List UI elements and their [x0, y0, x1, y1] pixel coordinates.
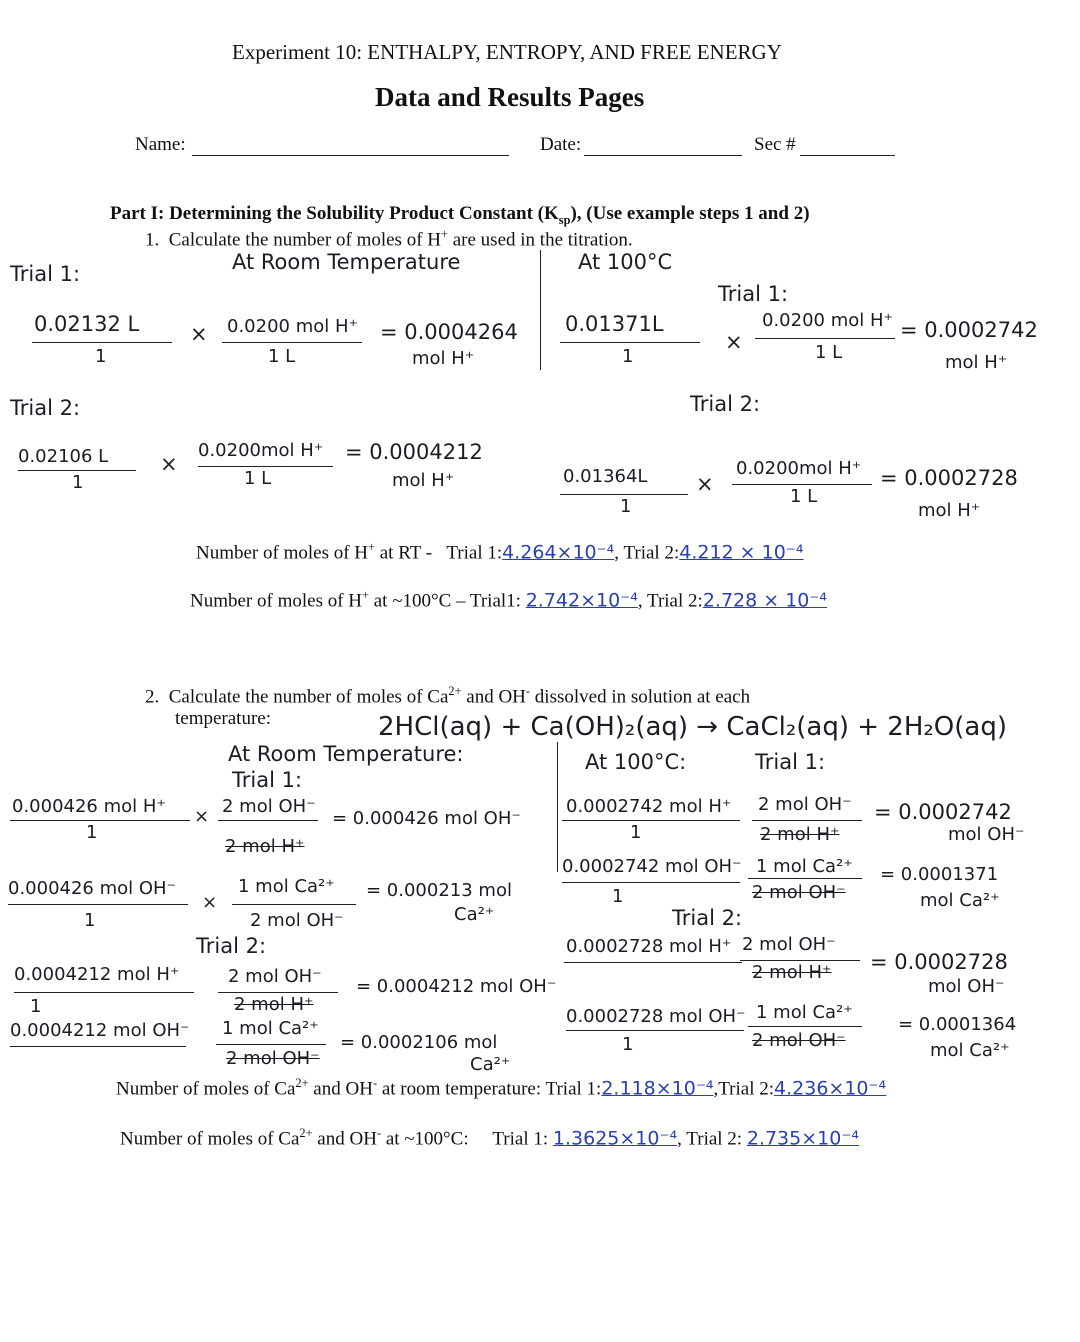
- times-sign: ×: [696, 472, 714, 496]
- rt-t2-moles-h: 0.0004212 mol H⁺: [14, 964, 180, 985]
- denominator: 1: [612, 886, 624, 907]
- hot-t1-oh-result: = 0.0002742: [874, 800, 1012, 824]
- fraction-bar: [10, 1046, 186, 1047]
- h-rt-summary: Number of moles of H+ at RT - Trial 1:4.264×10⁻⁴, Trial 2:4.212 × 10⁻⁴: [196, 540, 804, 564]
- hot-t2-moles-h: 0.0002728 mol H⁺: [566, 936, 732, 957]
- hot-trial2-label: Trial 2:: [690, 392, 761, 416]
- ca-100-summary: Number of moles of $Ca^{2+}$ and OH- at ~100°C: Trial 1: 1.3625×10⁻⁴, Trial 2: 2.735×10⁻⁴: [120, 1126, 859, 1150]
- h-100-trial1-value: 2.742×10⁻⁴: [525, 589, 638, 612]
- t2-result: = 0.0004212: [345, 440, 483, 464]
- hot-t2-ratio-den: 2 mol H⁺: [752, 962, 832, 983]
- h-100-summary: Number of moles of H+ at ~100°C – Trial1: 2.742×10⁻⁴, Trial 2:2.728 × 10⁻⁴: [190, 588, 828, 612]
- hot-t2-oh-result-unit: mol OH⁻: [928, 976, 1005, 997]
- ca-100-trial1-value: 1.3625×10⁻⁴: [552, 1127, 678, 1150]
- column-divider-1: [540, 250, 541, 370]
- t1-volume: 0.02132 L: [34, 312, 140, 336]
- rt-t2-ca-den: 2 mol OH⁻: [226, 1048, 320, 1069]
- h-100-trial2-value: 2.728 × 10⁻⁴: [702, 589, 828, 612]
- denominator: 1: [630, 822, 642, 843]
- ca-rt-trial1-value: 2.118×10⁻⁴: [601, 1077, 714, 1100]
- hot-t1-ca-den: 2 mol OH⁻: [752, 882, 846, 903]
- fraction-bar: [740, 960, 860, 961]
- hot-t1-moles-oh: 0.0002742 mol OH⁻: [562, 856, 742, 877]
- denominator: 1: [86, 822, 98, 843]
- t2-concentration: 0.0200mol H⁺: [198, 440, 324, 461]
- fraction-bar: [10, 820, 190, 821]
- question-1: 1. Calculate the number of moles of H+ are used in the titration.: [145, 227, 633, 251]
- denominator: 1: [622, 346, 634, 367]
- rt-t1-ca-den: 2 mol OH⁻: [250, 910, 344, 931]
- hot-t1-volume: 0.01371L: [565, 312, 664, 336]
- rt-t1-ratio-num: 2 mol OH⁻: [222, 796, 316, 817]
- hot-t1-ca-result: = 0.0001371: [880, 864, 999, 885]
- hot-t2-volume: 0.01364L: [563, 466, 648, 487]
- fraction-bar: [222, 342, 362, 343]
- denominator: 1 L: [244, 468, 272, 489]
- denominator: 1: [30, 996, 42, 1017]
- sec-blank[interactable]: [800, 155, 895, 156]
- fraction-bar: [218, 820, 318, 821]
- hot-t2-ratio-num: 2 mol OH⁻: [742, 934, 836, 955]
- hot-t1-ratio-num: 2 mol OH⁻: [758, 794, 852, 815]
- t2-volume: 0.02106 L: [18, 446, 109, 467]
- trial1-label: Trial 1:: [10, 262, 81, 286]
- t1-result-unit: mol H⁺: [412, 348, 475, 369]
- ca-rt-summary: Number of moles of $Ca^{2+}$ and OH- at room temperature: Trial 1:2.118×10⁻⁴,Trial 2:4.236×10⁻⁴: [116, 1076, 887, 1100]
- rt-t1-ca-result: = 0.000213 mol: [366, 880, 512, 901]
- hot-trial1-label: Trial 1:: [718, 282, 789, 306]
- rt-t2-oh-result: = 0.0004212 mol OH⁻: [356, 976, 557, 997]
- hot-t1-result: = 0.0002742: [900, 318, 1038, 342]
- rt-t1-ca-num: 1 mol Ca²⁺: [238, 876, 335, 897]
- fraction-bar: [14, 992, 194, 993]
- rt-t1-moles-oh: 0.000426 mol OH⁻: [8, 878, 177, 899]
- rt-t2-moles-oh: 0.0004212 mol OH⁻: [10, 1020, 190, 1041]
- hot-t1-concentration: 0.0200 mol H⁺: [762, 310, 894, 331]
- room-temp-label-2: At Room Temperature:: [228, 742, 464, 766]
- times-sign: ×: [725, 330, 743, 354]
- fraction-bar: [752, 820, 862, 821]
- fraction-bar: [755, 338, 895, 339]
- fraction-bar: [18, 470, 136, 471]
- column-divider-2: [557, 742, 558, 872]
- ca-100-trial2-value: 2.735×10⁻⁴: [746, 1127, 859, 1150]
- name-label: Name:: [135, 134, 186, 155]
- denominator: 1: [72, 472, 84, 493]
- times-sign: ×: [194, 806, 210, 827]
- hot-t1-oh-result-unit: mol OH⁻: [948, 824, 1025, 845]
- rt-t2-ratio-den: 2 mol H⁺: [234, 994, 314, 1015]
- reaction-equation: 2HCl(aq) + Ca(OH)₂(aq) → CaCl₂(aq) + 2H₂O(aq): [378, 712, 1007, 742]
- fraction-bar: [218, 992, 338, 993]
- h-rt-trial2-value: 4.212 × 10⁻⁴: [679, 541, 804, 564]
- sec-label: Sec #: [754, 134, 796, 155]
- date-blank[interactable]: [584, 155, 742, 156]
- trial2-label-2: Trial 2:: [196, 934, 267, 958]
- trial1-label-2: Trial 1:: [232, 768, 303, 792]
- fraction-bar: [566, 1030, 744, 1031]
- hot-temp-label: At 100°C: [578, 250, 673, 274]
- page-heading: Data and Results Pages: [375, 82, 645, 112]
- rt-t1-moles-h: 0.000426 mol H⁺: [12, 796, 166, 817]
- hot-t1-moles-h: 0.0002742 mol H⁺: [566, 796, 732, 817]
- ca-rt-trial2-value: 4.236×10⁻⁴: [774, 1077, 887, 1100]
- hot-trial1-label-2: Trial 1:: [755, 750, 826, 774]
- hot-t2-concentration: 0.0200mol H⁺: [736, 458, 862, 479]
- fraction-bar: [8, 904, 188, 905]
- h-rt-trial1-value: 4.264×10⁻⁴: [502, 541, 615, 564]
- part1-title: Part I: Determining the Solubility Product Constant $(K_{sp})$, (Use example steps 1 and 2): [110, 203, 810, 227]
- hot-t2-ca-result: = 0.0001364: [898, 1014, 1017, 1035]
- fraction-bar: [560, 494, 688, 495]
- hot-t1-ca-result-unit: mol Ca²⁺: [920, 890, 1000, 911]
- hot-t1-ratio-den: 2 mol H⁺: [760, 824, 840, 845]
- fraction-bar: [748, 1026, 862, 1027]
- fraction-bar: [562, 882, 740, 883]
- hot-t2-result: = 0.0002728: [880, 466, 1018, 490]
- fraction-bar: [198, 466, 333, 467]
- fraction-bar: [564, 962, 742, 963]
- hot-t1-result-unit: mol H⁺: [945, 352, 1008, 373]
- hot-t2-moles-oh: 0.0002728 mol OH⁻: [566, 1006, 746, 1027]
- denominator: 1 L: [790, 486, 818, 507]
- date-label: Date:: [540, 134, 582, 155]
- fraction-bar: [732, 484, 872, 485]
- denominator: 1: [84, 910, 96, 931]
- question-2: 2. Calculate the number of moles of $Ca^{2+}$ and OH- dissolved in solution at each: [145, 684, 751, 708]
- hot-t2-ca-den: 2 mol OH⁻: [752, 1030, 846, 1051]
- fraction-bar: [560, 342, 700, 343]
- name-blank[interactable]: [192, 155, 509, 156]
- rt-t2-ca-result: = 0.0002106 mol: [340, 1032, 498, 1053]
- room-temp-label: At Room Temperature: [232, 250, 461, 274]
- times-sign: ×: [190, 322, 208, 346]
- fraction-bar: [562, 820, 740, 821]
- denominator: 1: [95, 346, 107, 367]
- rt-t1-ratio-den: 2 mol H⁺: [225, 836, 305, 857]
- denominator: 1: [622, 1034, 634, 1055]
- hot-t2-result-unit: mol H⁺: [918, 500, 981, 521]
- experiment-title: Experiment 10: ENTHALPY, ENTROPY, AND FREE ENERGY: [232, 40, 782, 64]
- denominator: 1: [620, 496, 632, 517]
- denominator: 1 L: [268, 346, 296, 367]
- fraction-bar: [748, 878, 862, 879]
- times-sign: ×: [160, 452, 178, 476]
- rt-t2-ratio-num: 2 mol OH⁻: [228, 966, 322, 987]
- question-2-cont: temperature:: [175, 708, 272, 729]
- hot-temp-label-2: At 100°C:: [585, 750, 687, 774]
- rt-t1-ca-result-unit: Ca²⁺: [454, 904, 495, 925]
- t2-result-unit: mol H⁺: [392, 470, 455, 491]
- t1-concentration: 0.0200 mol H⁺: [227, 316, 359, 337]
- hot-t2-ca-num: 1 mol Ca²⁺: [756, 1002, 853, 1023]
- fraction-bar: [232, 904, 356, 905]
- t1-result: = 0.0004264: [380, 320, 518, 344]
- hot-t2-oh-result: = 0.0002728: [870, 950, 1008, 974]
- denominator: 1 L: [815, 342, 843, 363]
- rt-t2-ca-result-unit: Ca²⁺: [470, 1054, 511, 1075]
- hot-t2-ca-result-unit: mol Ca²⁺: [930, 1040, 1010, 1061]
- trial2-label: Trial 2:: [10, 396, 81, 420]
- hot-t1-ca-num: 1 mol Ca²⁺: [756, 856, 853, 877]
- fraction-bar: [32, 342, 172, 343]
- rt-t1-oh-result: = 0.000426 mol OH⁻: [332, 808, 521, 829]
- hot-trial2-label-2: Trial 2:: [672, 906, 743, 930]
- times-sign: ×: [202, 892, 218, 913]
- rt-t2-ca-num: 1 mol Ca²⁺: [222, 1018, 319, 1039]
- fraction-bar: [216, 1044, 326, 1045]
